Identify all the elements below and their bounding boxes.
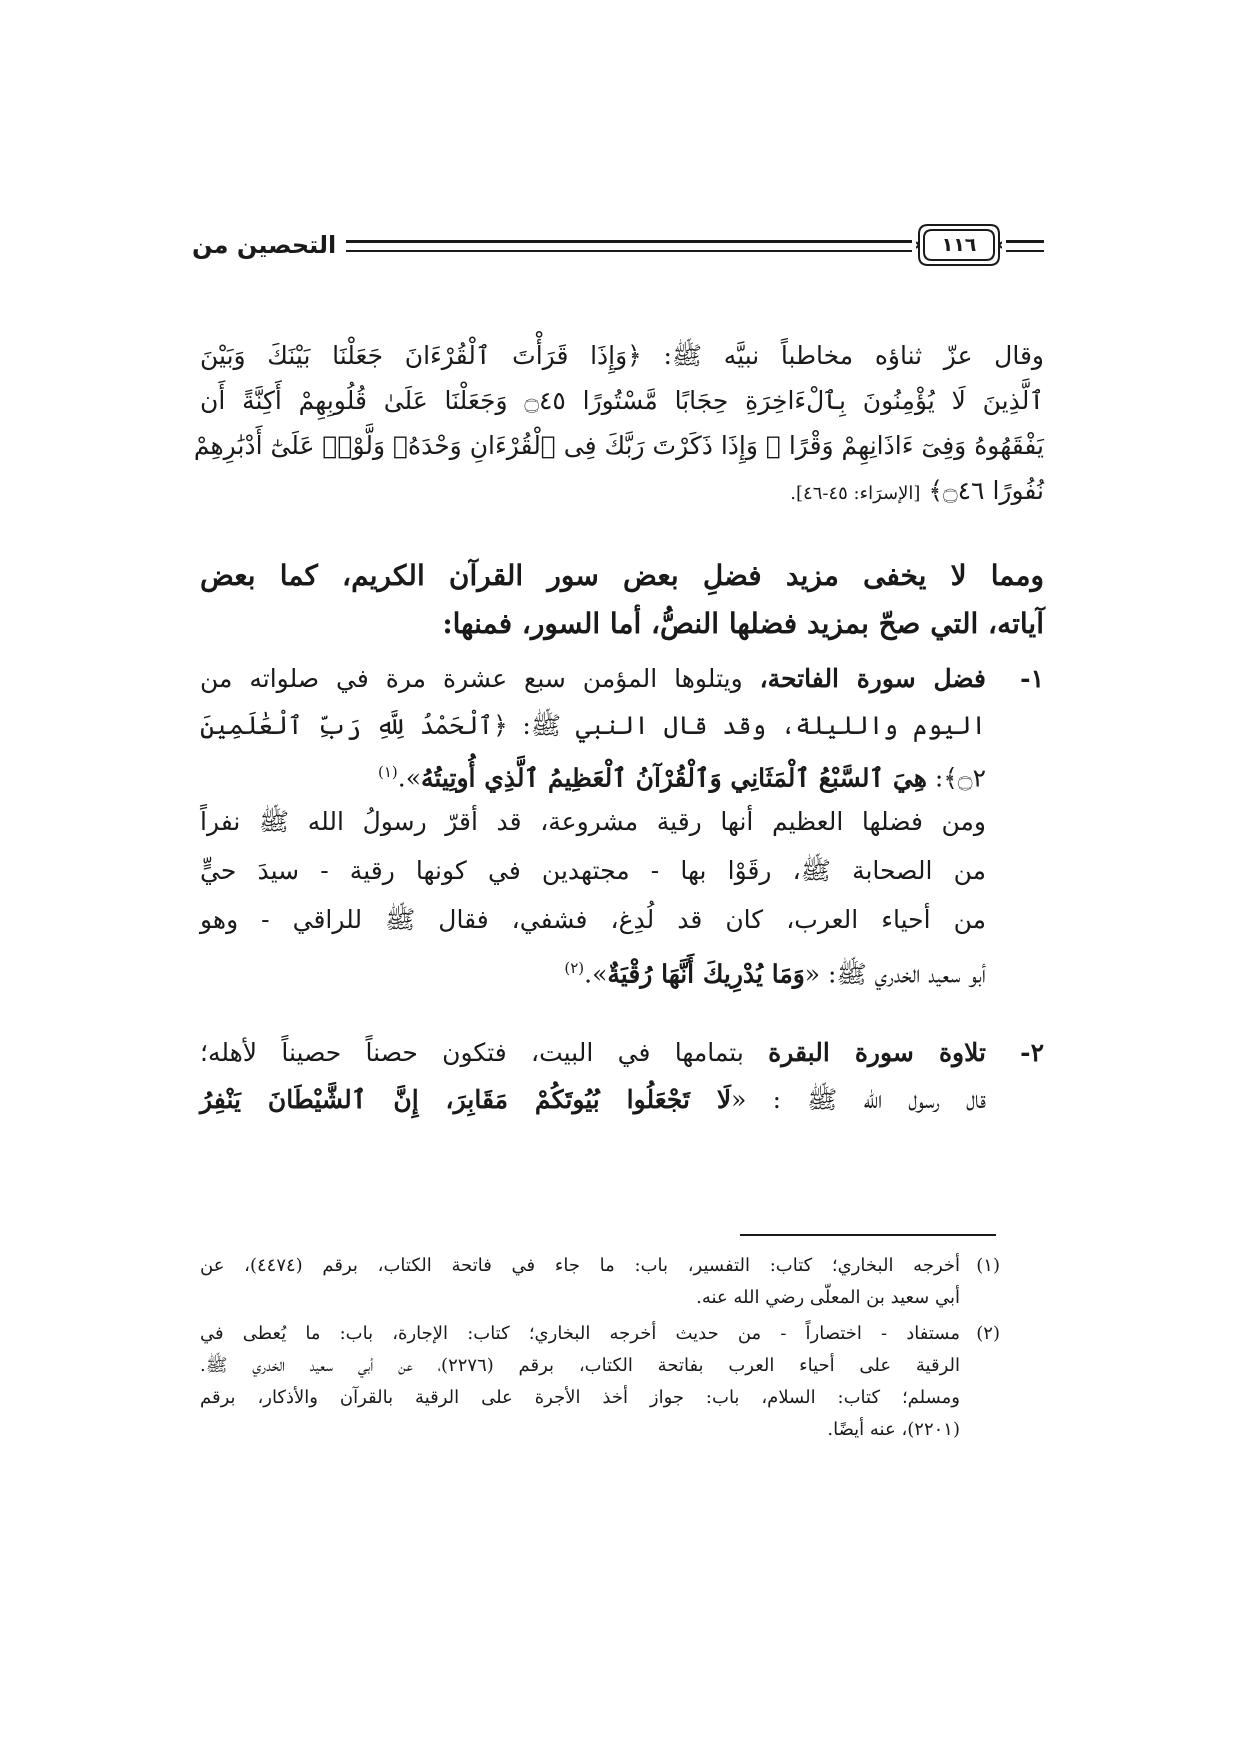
item-text: ويتلوها المؤمن سبع عشرة مرة في صلواته من [200, 664, 760, 693]
item-text: أبو سعيد الخدري ﷺ: « [804, 959, 986, 989]
item-text: ». [584, 959, 608, 989]
item-line: اليوم والليلة، وقد قال النبي ﷺ: ﴿ٱلْحَمْدُ لِلَّهِ رَبِّ ٱلْعَٰلَمِينَ [200, 711, 986, 740]
list-item-fatiha [200, 655, 1044, 796]
item-text: ۝٢﴾: [926, 763, 986, 793]
intro-line: ٱلَّذِينَ لَا يُؤْمِنُونَ بِٱلْءَاخِرَةِ حِجَابًا مَّسْتُورًا ۝٤٥ وَجَعَلْنَا عَلَىٰ قُلُوبِهِمْ أَكِنَّةً أَن [200, 386, 1045, 415]
hadith-quote: وَمَا يُدْرِيكَ أَنَّهَا رُقْيَةٌ [607, 959, 805, 989]
intro-last-line [200, 468, 1044, 513]
bold-line: ومما لا يخفى مزيد فضلِ بعض سور القرآن الكريم، كما بعض [200, 559, 1044, 592]
list-item-baqara [200, 1029, 1044, 1123]
footnote-separator [740, 1234, 996, 1236]
item-line [200, 1029, 986, 1076]
footnote-number: (٢) [976, 1323, 1000, 1344]
running-header [192, 222, 1044, 270]
fatiha-ruqya-paragraph [200, 797, 986, 993]
item-text: بتمامها في البيت، فتكون حصناً حصيناً لأهله؛ [200, 1038, 769, 1067]
footnote-number: (١) [976, 1255, 1000, 1276]
item-heading: تلاوة سورة البقرة [768, 1038, 986, 1067]
footnote-2 [200, 1318, 1000, 1446]
intro-line: وقال عزّ ثناؤه مخاطباً نبيَّه ﷺ: ﴿وَإِذَا قَرَأْتَ ٱلْقُرْءَانَ جَعَلْنَا بَيْنَكَ وَبَيْنَ [200, 341, 1044, 370]
footnote-line: (٢٢٠١)، عنه أيضًا. [827, 1419, 960, 1440]
footnote-line: ومسلم؛ كتاب: السلام، باب: جواز أخذ الأجرة على الرقية بالقرآن والأذكار، برقم [200, 1387, 960, 1408]
book-title: التحصين من [192, 231, 337, 259]
header-rule-middle [346, 240, 912, 252]
footnote-1 [200, 1250, 1000, 1314]
sub-line [200, 944, 986, 993]
item-line [200, 655, 986, 702]
page-number: ١١٦ [941, 234, 977, 256]
footnote-line: الرقية على أحياء العرب بفاتحة الكتاب، برقم (٢٢٧٦)، عن أبي سعيد الخدري ﷺ. [200, 1355, 960, 1376]
sub-line: من أحياء العرب، كان قد لُدِغ، فشفي، فقال ﷺ للراقي - وهو [200, 905, 986, 934]
list-item-number: ٢- [1020, 1038, 1044, 1067]
header-rule-right [1006, 240, 1044, 252]
footnote-ref: (١) [378, 763, 398, 781]
footnote-ref: (٢) [564, 959, 585, 977]
footnote-line: أخرجه البخاري؛ كتاب: التفسير، باب: ما جاء في فاتحة الكتاب، برقم (٤٤٧٤)، عن [200, 1255, 961, 1276]
hadith-quote: لَا تَجْعَلُوا بُيُوتَكُمْ مَقَابِرَ، إِنَّ ٱلشَّيْطَانَ يَنْفِرُ [200, 1085, 732, 1114]
sub-line: من الصحابة ﷺ، رقَوْا بها - مجتهدين في كونها رقية - سيدَ حيٍّ [200, 856, 986, 885]
hadith-quote: هِيَ ٱلسَّبْعُ ٱلْمَثَانِي وَٱلْقُرْآنُ ٱلْعَظِيمُ ٱلَّذِي أُوتِيتُهُ [421, 763, 927, 793]
verse-end: نُفُورًا ۝٤٦﴾ [928, 476, 1044, 505]
intro-paragraph [193, 333, 1045, 513]
item-line [200, 1076, 986, 1123]
page-number-badge [916, 222, 1002, 268]
verse-reference: [الإسرَاء: ٤٥-٤٦]. [790, 483, 921, 504]
list-item-number: ١- [1020, 664, 1044, 693]
item-text: ». [397, 763, 422, 793]
intro-line: يَفْقَهُوهُ وَفِىٓ ءَاذَانِهِمْ وَقْرًا ۚ وَإِذَا ذَكَرْتَ رَبَّكَ فِى ٱلْقُرْءَانِ وَحْدَهُۥ وَلَّوْا۟ عَلَىٰٓ أَدْبَٰرِهِمْ [193, 431, 1044, 460]
bold-line: آياته، التي صحّ بمزيد فضلها النصُّ، أما السور، فمنها: [442, 607, 1044, 640]
footnote-line: أبي سعيد بن المعلّى رضي الله عنه. [696, 1287, 960, 1308]
footnote-line: مستفاد - اختصاراً - من حديث أخرجه البخاري؛ كتاب: الإجارة، باب: ما يُعطى في [200, 1323, 960, 1344]
bold-paragraph [200, 552, 1044, 648]
item-text: قال رسول الله ﷺ : « [731, 1085, 986, 1114]
item-line [200, 749, 986, 796]
sub-line: ومن فضلها العظيم أنها رقية مشروعة، قد أقرّ رسولُ الله ﷺ نفراً [200, 807, 986, 836]
item-heading: فضل سورة الفاتحة، [759, 664, 987, 693]
